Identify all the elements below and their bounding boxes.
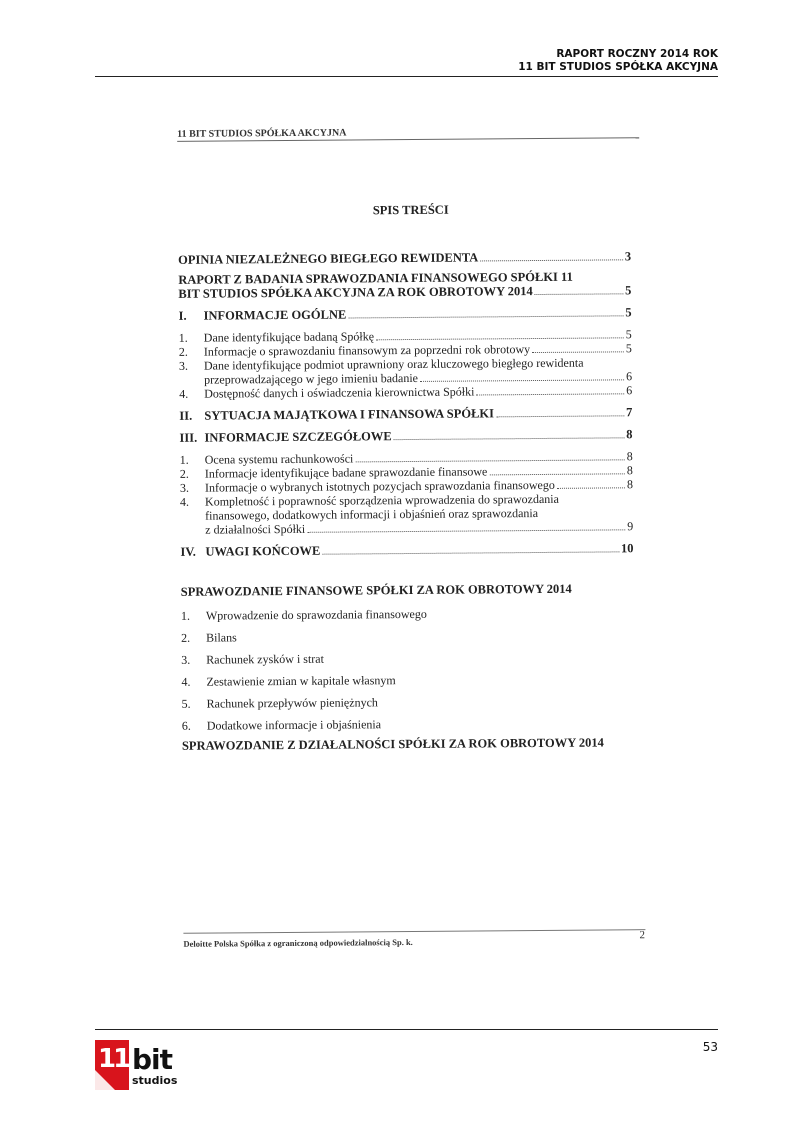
scan-company-name: 11 BIT STUDIOS SPÓŁKA AKCYJNA [177, 127, 347, 140]
toc-entry-opinia: OPINIA NIEZALEŻNEGO BIEGŁEGO REWIDENTA 3 [178, 249, 632, 267]
toc-item: 1. Ocena systemu rachunkowości 8 [179, 449, 633, 467]
toc-item: 2. Informacje o sprawozdaniu finansowym za poprzedni rok obrotowy 5 [178, 341, 632, 359]
toc-item: 4. Dostępność danych i oświadczenia kierownictwa Spółki 6 [179, 383, 633, 401]
list-item: 1. Wprowadzenie do sprawozdania finansowego [180, 606, 427, 623]
toc-item: 3. Informacje o wybranych istotnych pozycjach sprawozdania finansowego 8 [179, 477, 633, 495]
11bit-studios-logo [95, 1040, 215, 1090]
scanned-page [160, 113, 667, 967]
list-item: 3. Rachunek zysków i strat [181, 651, 324, 667]
toc-item: 3. Dane identyfikujące podmiot uprawniony oraz kluczowego biegłego rewidenta przeprowadzającego w jego imieniu badanie 6 [178, 355, 633, 387]
report-header [518, 48, 718, 74]
logo-bit: bit [132, 1043, 173, 1076]
scan-page-number: 2 [639, 929, 645, 942]
logo-numeral: 11 [98, 1044, 129, 1074]
toc-page: 8 [626, 427, 633, 442]
toc-page: 5 [625, 305, 632, 320]
toc-section-1: I. INFORMACJE OGÓLNE 5 [178, 305, 632, 323]
scan-footer-divider [183, 929, 645, 934]
auditor-firm-name: Deloitte Polska Spółka z ograniczoną odpowiedzialnością Sp. k. [183, 937, 413, 949]
toc-item: 4. Kompletność i poprawność sporządzenia wprowadzenia do sprawozdania finansowego, dodatkowych informacji i objaśnień oraz sprawozdania z działalności Spółki 9 [179, 491, 634, 537]
toc-page: 3 [624, 249, 632, 264]
toc-section-4: IV. UWAGI KOŃCOWE 10 [180, 541, 634, 559]
logo-studios: studios [132, 1074, 178, 1087]
list-item: 2. Bilans [181, 630, 237, 645]
toc-heading: SPIS TREŚCI [372, 202, 449, 218]
table-of-contents [178, 249, 633, 559]
activity-report-title: SPRAWOZDANIE Z DZIAŁALNOŚCI SPÓŁKI ZA ROK OBROTOWY 2014 [181, 735, 604, 753]
header-title: RAPORT ROCZNY 2014 ROK [556, 48, 718, 60]
page-number: 53 [702, 1040, 718, 1054]
financial-statements-title: SPRAWOZDANIE FINANSOWE SPÓŁKI ZA ROK OBROTOWY 2014 [180, 581, 572, 599]
footer-divider [95, 1029, 718, 1030]
toc-page: 5 [625, 283, 632, 298]
toc-page: 10 [620, 541, 634, 556]
list-item: 4. Zestawienie zmian w kapitale własnym [181, 673, 396, 689]
header-divider [95, 76, 718, 77]
toc-section-2: II. SYTUACJA MAJĄTKOWA I FINANSOWA SPÓŁKI 7 [179, 405, 633, 423]
financial-statements-section [181, 581, 622, 740]
list-item: 6. Dodatkowe informacje i objaśnienia [181, 717, 382, 733]
toc-page: 7 [626, 405, 633, 420]
toc-item: 1. Dane identyfikujące badaną Spółkę 5 [178, 327, 632, 345]
list-item: 5. Rachunek przepływów pieniężnych [181, 695, 378, 711]
toc-section-3: III. INFORMACJE SZCZEGÓŁOWE 8 [179, 427, 633, 445]
toc-entry-raport: RAPORT Z BADANIA SPRAWOZDANIA FINANSOWEGO SPÓŁKI 11 BIT STUDIOS SPÓŁKA AKCYJNA ZA ROK OBROTOWY 2014 5 [178, 269, 632, 301]
toc-item: 2. Informacje identyfikujące badane sprawozdanie finansowe 8 [179, 463, 633, 481]
header-company: 11 BIT STUDIOS SPÓŁKA AKCYJNA [518, 61, 718, 73]
